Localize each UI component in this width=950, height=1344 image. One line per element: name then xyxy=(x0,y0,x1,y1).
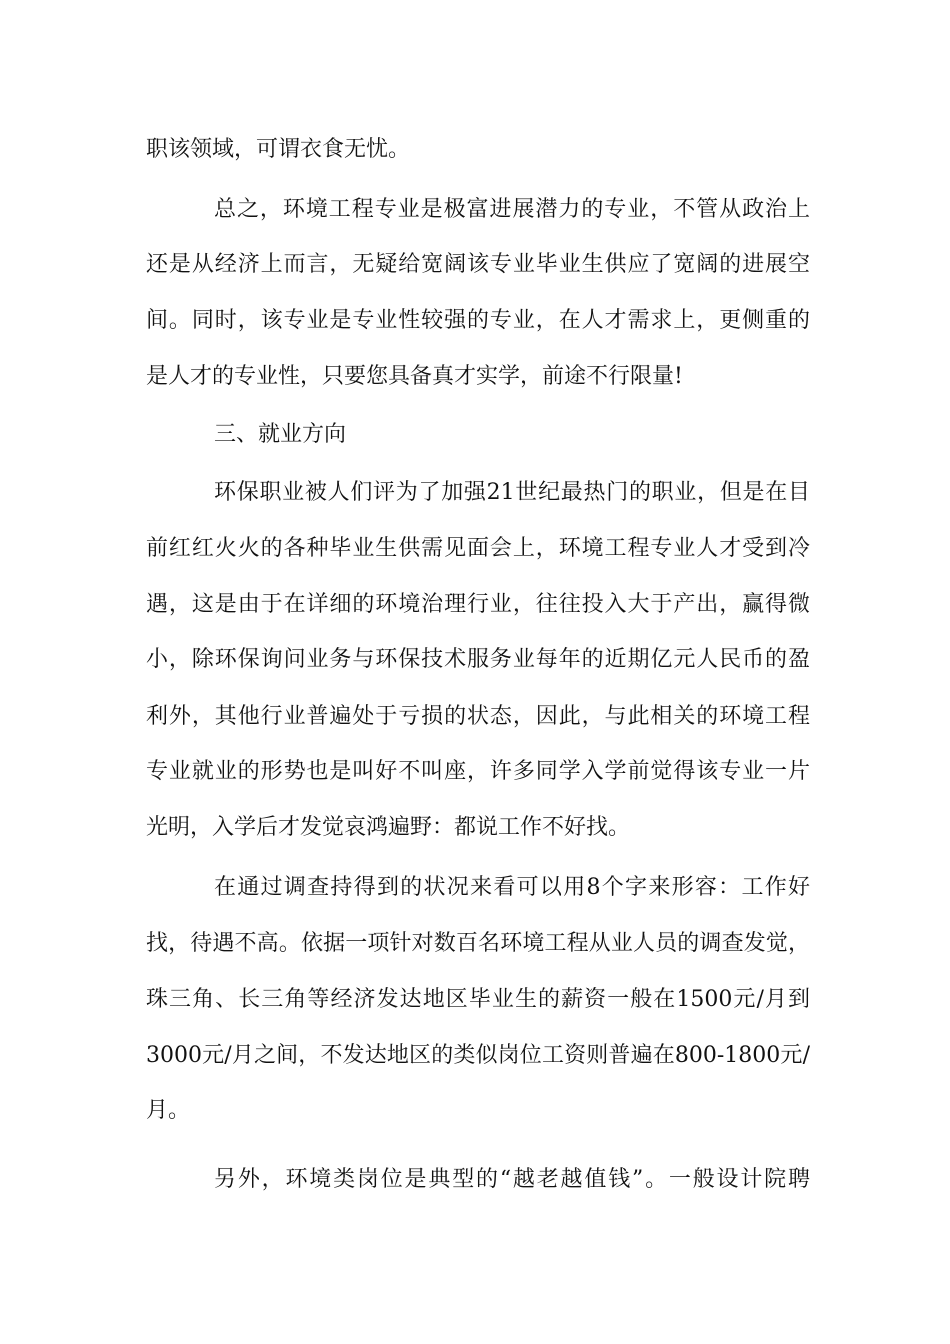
text-line: 3000元/月之间，不发达地区的类似岗位工资则普遍在800-1800元/ xyxy=(146,1043,810,1068)
text-line: 利外，其他行业普遍处于亏损的状态，因此，与此相关的环境工程 xyxy=(146,704,810,729)
text-line: 遇，这是由于在详细的环境治理行业，往往投入大于产出，赢得微 xyxy=(146,592,810,617)
text-line: 前红红火火的各种毕业生供需见面会上，环境工程专业人才受到冷 xyxy=(146,536,810,561)
text-line: 光明，入学后才发觉哀鸿遍野：都说工作不好找。 xyxy=(146,815,631,840)
text-line: 还是从经济上而言，无疑给宽阔该专业毕业生供应了宽阔的进展空 xyxy=(146,252,810,277)
text-line: 找，待遇不高。依据一项针对数百名环境工程从业人员的调查发觉， xyxy=(146,931,810,956)
text-line: 在通过调查持得到的状况来看可以用8个字来形容：工作好 xyxy=(214,875,810,900)
text-line: 珠三角、长三角等经济发达地区毕业生的薪资一般在1500元/月到 xyxy=(146,987,810,1012)
text-line: 总之，环境工程专业是极富进展潜力的专业，不管从政治上 xyxy=(214,197,810,222)
section-heading: 三、就业方向 xyxy=(214,422,347,447)
text-line: 专业就业的形势也是叫好不叫座，许多同学入学前觉得该专业一片 xyxy=(146,759,810,784)
text-line: 职该领域，可谓衣食无忧。 xyxy=(146,137,411,162)
text-line: 另外，环境类岗位是典型的“越老越值钱”。一般设计院聘 xyxy=(214,1167,810,1192)
text-line: 间。同时，该专业是专业性较强的专业，在人才需求上，更侧重的 xyxy=(146,308,810,333)
text-line: 小，除环保询问业务与环保技术服务业每年的近期亿元人民币的盈 xyxy=(146,647,810,672)
text-line: 月。 xyxy=(146,1098,191,1123)
text-line: 环保职业被人们评为了加强21世纪最热门的职业，但是在目 xyxy=(214,480,810,505)
text-line: 是人才的专业性，只要您具备真才实学，前途不行限量! xyxy=(146,364,683,389)
